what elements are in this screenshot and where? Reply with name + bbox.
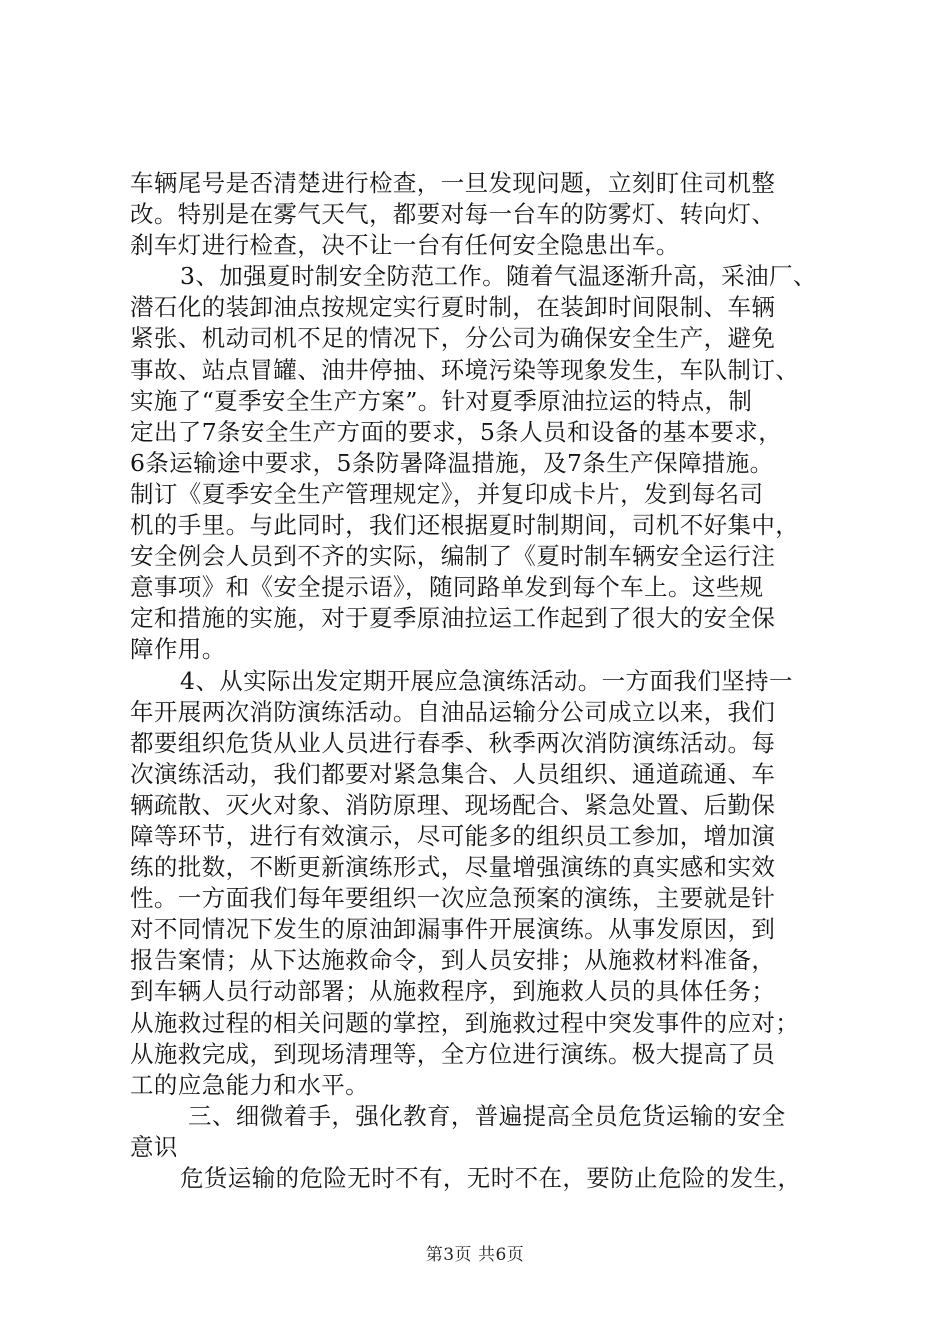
text-line: 障等环节，进行有效演示，尽可能多的组织员工参加，增加演 bbox=[130, 821, 776, 850]
text-line: 障作用。 bbox=[130, 635, 226, 664]
text-line: 事故、站点冒罐、油井停抽、环境污染等现象发生，车队制订、 bbox=[130, 355, 800, 384]
body-text bbox=[130, 168, 830, 1194]
text-line: 工的应急能力和水平。 bbox=[130, 1070, 369, 1099]
text-line: 三、细微着手，强化教育，普遍提高全员危货运输的安全 bbox=[188, 1101, 786, 1130]
text-line: 3、加强夏时制安全防范工作。随着气温逐渐升高，采油厂、 bbox=[180, 262, 817, 291]
text-line: 练的批数，不断更新演练形式，尽量增强演练的真实感和实效 bbox=[130, 853, 776, 882]
text-line: 对不同情况下发生的原油卸漏事件开展演练。从事发原因，到 bbox=[130, 915, 776, 944]
text-line: 4、从实际出发定期开展应急演练活动。一方面我们坚持一 bbox=[180, 666, 793, 695]
text-line: 安全例会人员到不齐的实际，编制了《夏时制车辆安全运行注 bbox=[130, 542, 776, 571]
text-line: 车辆尾号是否清楚进行检查，一旦发现问题，立刻盯住司机整 bbox=[130, 169, 776, 197]
text-line: 定出了7条安全生产方面的要求，5条人员和设备的基本要求， bbox=[130, 417, 783, 446]
text-line: 报告案情；从下达施救命令，到人员安排；从施救材料准备， bbox=[130, 946, 776, 975]
text-line: 性。一方面我们每年要组织一次应急预案的演练，主要就是针 bbox=[130, 884, 776, 913]
page-footer: 第3页 共6页 bbox=[425, 1245, 525, 1265]
text-line: 紧张、机动司机不足的情况下，分公司为确保安全生产，避免 bbox=[130, 324, 776, 353]
text-line: 次演练活动，我们都要对紧急集合、人员组织、通道疏通、车 bbox=[130, 759, 776, 788]
text-line: 刹车灯进行检查，决不让一台有任何安全隐患出车。 bbox=[130, 231, 680, 260]
text-line: 年开展两次消防演练活动。自油品运输分公司成立以来，我们 bbox=[130, 697, 776, 726]
text-line: 到车辆人员行动部署；从施救程序，到施救人员的具体任务； bbox=[130, 977, 776, 1006]
text-line: 改。特别是在雾气天气，都要对每一台车的防雾灯、转向灯、 bbox=[130, 200, 776, 229]
text-line: 潜石化的装卸油点按规定实行夏时制，在装卸时间限制、车辆 bbox=[130, 293, 776, 322]
text-line: 从施救完成，到现场清理等，全方位进行演练。极大提高了员 bbox=[130, 1039, 776, 1068]
text-line: 意事项》和《安全提示语》，随同路单发到每个车上。这些规 bbox=[130, 573, 764, 602]
text-line: 意识 bbox=[130, 1132, 178, 1161]
text-line: 危货运输的危险无时不有，无时不在，要防止危险的发生， bbox=[180, 1164, 802, 1192]
text-line: 6条运输途中要求，5条防暑降温措施，及7条生产保障措施。 bbox=[130, 448, 774, 477]
text-line: 都要组织危货从业人员进行春季、秋季两次消防演练活动。每 bbox=[130, 728, 776, 757]
text-line: 制订《夏季安全生产管理规定》，并复印成卡片，发到每名司 bbox=[130, 479, 764, 508]
text-line: 辆疏散、灭火对象、消防原理、现场配合、紧急处置、后勤保 bbox=[130, 790, 776, 819]
text-line: 实施了“夏季安全生产方案”。针对夏季原油拉运的特点，制 bbox=[130, 386, 753, 415]
text-line: 定和措施的实施，对于夏季原油拉运工作起到了很大的安全保 bbox=[130, 604, 776, 633]
text-line: 机的手里。与此同时，我们还根据夏时制期间，司机不好集中， bbox=[130, 511, 800, 540]
text-line: 从施救过程的相关问题的掌控，到施救过程中突发事件的应对； bbox=[130, 1008, 800, 1037]
